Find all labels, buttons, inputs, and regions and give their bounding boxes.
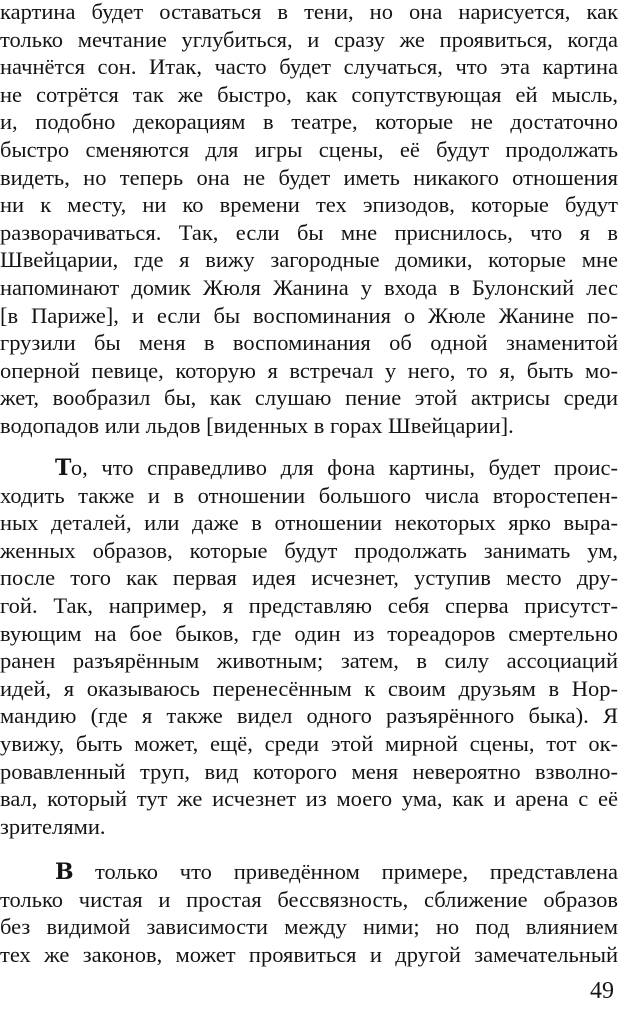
text-line: водопадов или льдов [виденных в горах Швейцарии]. <box>0 413 514 438</box>
text-line: напоминают домик Жюля Жанина у входа в Булонский лес <box>0 275 618 300</box>
text-line: вал, который тут же исчезнет из моего ума, как и арена с её <box>0 786 618 812</box>
text-line: зрителями. <box>0 813 106 839</box>
text-line: оперной певице, которую я встречал у него, то я, быть мо- <box>0 357 618 383</box>
text-line: без видимой зависимости между ними; но под влиянием <box>0 914 618 940</box>
text-line: картина будет оставаться в тени, но она нарисуется, как <box>0 0 618 24</box>
line-text: только что приведённом примере, представлена <box>73 859 618 884</box>
text-line: ных деталей, или даже в отношении некоторых ярко выра- <box>0 510 618 536</box>
drop-cap: Т <box>55 455 71 481</box>
text-line: ни к месту, ни ко времени тех эпизодов, которые будут <box>0 192 618 218</box>
text-line: Швейцарии, где я вижу загородные домики, которые мне <box>0 247 618 273</box>
text-line: вующим на бое быков, где один из тореадоров смертельно <box>0 620 618 646</box>
text-line <box>55 857 618 887</box>
text-line: жет, вообразил бы, как слушаю пение этой актрисы среди <box>0 385 618 411</box>
text-line: увижу, быть может, ещё, среди этой мирной сцены, тот ок- <box>0 731 618 756</box>
text-line: после того как первая идея исчезнет, уступив место дру- <box>0 565 618 591</box>
text-line: ходить также и в отношении большого числа второстепен- <box>0 482 618 508</box>
text-line: [в Париже], и если бы воспоминания о Жюле Жанине по- <box>0 302 618 328</box>
text-line: мандию (где я также видел одного разъярённого быка). Я <box>0 703 618 729</box>
text-line: и, подобно декорациям в театре, которые не достаточно <box>0 109 618 135</box>
text-line: начнётся сон. Итак, часто будет случаться, что эта картина <box>0 54 618 80</box>
text-line: идей, я оказываюсь перенесённым к своим друзьям в Нор- <box>0 675 618 701</box>
text-line: только мечтание углубиться, и сразу же проявиться, когда <box>0 26 618 52</box>
text-line: не сотрётся так же быстро, как сопутствующая ей мысль, <box>0 81 618 107</box>
text-line: быстро сменяются для игры сцены, её будут продолжать <box>0 137 618 162</box>
text-line: ровавленный труп, вид которого меня невероятно взволно- <box>0 758 618 784</box>
text-line <box>55 453 618 483</box>
line-text: о, что справедливо для фона картины, будет проис- <box>70 455 618 480</box>
text-line: гой. Так, например, я представляю себя сперва присутст- <box>0 593 618 618</box>
text-line: женных образов, которые будут продолжать занимать ум, <box>0 537 618 563</box>
text-line: ранен разъярённым животным; затем, в силу ассоциаций <box>0 648 618 674</box>
text-line: разворачиваться. Так, если бы мне приснилось, что я в <box>0 219 618 245</box>
page-number: 49 <box>590 978 614 1004</box>
text-line: только чистая и простая бессвязность, сближение образов <box>0 886 618 912</box>
text-line: видеть, но теперь она не будет иметь никакого отношения <box>0 164 618 190</box>
text-line: тех же законов, может проявиться и другой замечательный <box>0 941 618 967</box>
drop-cap: В <box>55 859 74 885</box>
text-line: грузили бы меня в воспоминания об одной знаменитой <box>0 330 618 356</box>
